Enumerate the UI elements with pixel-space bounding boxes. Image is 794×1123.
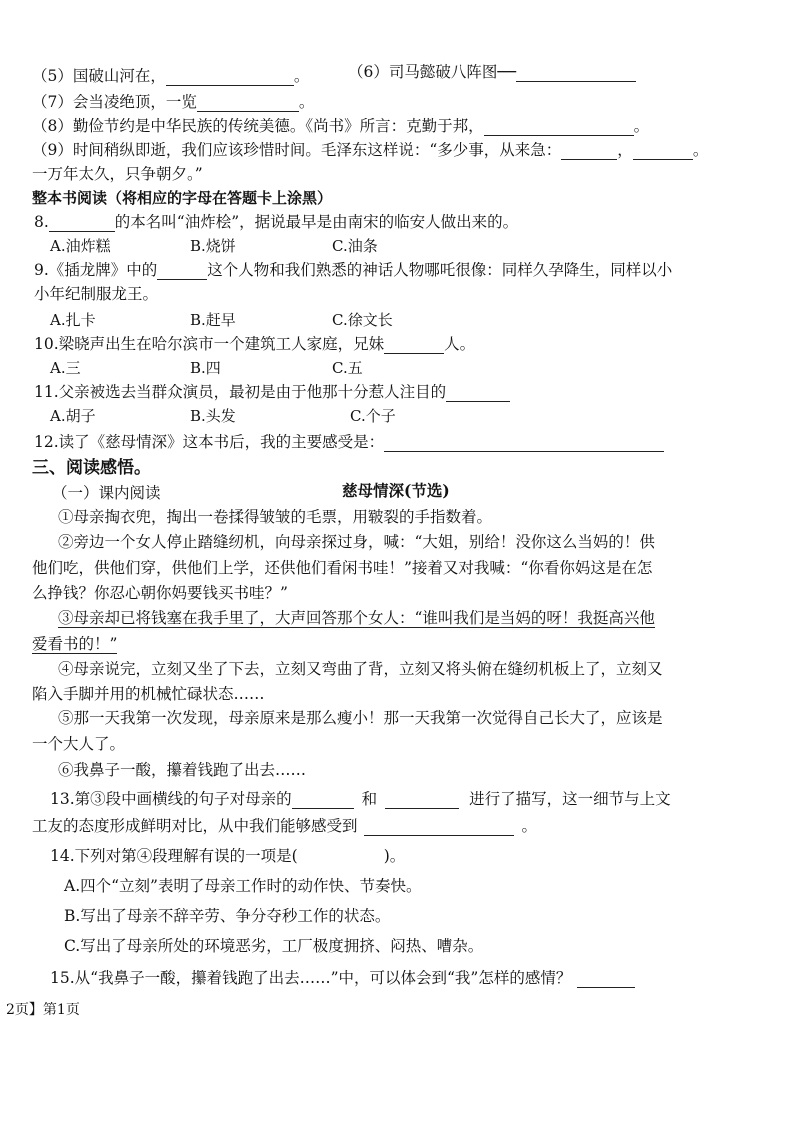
passage-p3-line2: 爱看书的！” (32, 635, 118, 653)
question-9-cont: 小年纪制服龙王。 (34, 285, 159, 303)
question-12: 12.读了《慈母情深》这本书后，我的主要感受是： (34, 432, 664, 452)
answer-blank[interactable] (49, 216, 115, 232)
question-13: 13.第③段中画横线的句子对母亲的 和 进行了描写，这一细节与上文 (50, 790, 671, 808)
question-8: 8. 的本名叫“油炸桧”，据说最早是由南宋的临安人做出来的。 (34, 213, 519, 231)
poetry-q9: （9）时间稍纵即逝，我们应该珍惜时间。毛泽东这样说：“多少事，从来急： ， 。 (32, 141, 709, 159)
answer-blank[interactable] (292, 793, 354, 809)
book-section-title: 整本书阅读（将相应的字母在答题卡上涂黑） (32, 189, 333, 207)
page-footer: 2页】第1页 (6, 1002, 80, 1018)
poetry-q9-cont: 一万年太久，只争朝夕。” (32, 165, 203, 183)
section3-heading: 三、阅读感悟。 (32, 458, 151, 478)
answer-blank[interactable] (516, 66, 636, 82)
q14-option-a[interactable]: A.四个“立刻”表明了母亲工作时的动作快、节奏快。 (64, 877, 422, 895)
answer-blank[interactable] (446, 386, 510, 402)
answer-blank[interactable] (484, 120, 634, 136)
q10-option-c[interactable]: C.五 (332, 359, 363, 377)
question-13-cont: 工友的态度形成鲜明对比，从中我们能够感受到 。 (32, 817, 538, 835)
poetry-q7: （7）会当凌绝顶，一览 。 (32, 93, 315, 111)
answer-blank[interactable] (633, 144, 693, 160)
answer-blank[interactable] (364, 820, 514, 836)
passage-p2: ②旁边一个女人停止踏缝纫机，向母亲探过身，喊：“大姐，别给！没你这么当妈的！供 (58, 533, 655, 551)
answer-blank[interactable] (385, 793, 459, 809)
q8-option-b[interactable]: B.烧饼 (190, 237, 236, 255)
q9-option-a[interactable]: A.扎卡 (50, 311, 96, 329)
q11-option-c[interactable]: C.个子 (350, 407, 396, 425)
answer-blank[interactable] (561, 144, 617, 160)
passage-p3: ③母亲却已将钱塞在我手里了，大声回答那个女人：“谁叫我们是当妈的呀！我挺高兴他 (58, 609, 655, 627)
passage-p5: ⑤那一天我第一次发现，母亲原来是那么瘦小！那一天我第一次觉得自己长大了，应该是 (58, 709, 663, 727)
q9-option-c[interactable]: C.徐文长 (332, 311, 393, 329)
question-11: 11.父亲被选去当群众演员，最初是由于他那十分惹人注目的 (34, 382, 510, 402)
answer-blank[interactable] (384, 338, 444, 354)
passage-p5-line2: 一个大人了。 (32, 735, 126, 753)
question-10: 10.梁晓声出生在哈尔滨市一个建筑工人家庭，兄妹 人。 (34, 335, 476, 353)
answer-blank[interactable] (384, 436, 664, 452)
q11-option-a[interactable]: A.胡子 (50, 407, 96, 425)
answer-blank[interactable] (197, 96, 299, 112)
question-14: 14.下列对第④段理解有误的一项是( )。 (50, 847, 406, 865)
answer-blank[interactable] (577, 972, 635, 988)
q8-option-a[interactable]: A.油炸糕 (50, 237, 111, 255)
poetry-q6: （6）司马懿破八阵图── (348, 62, 636, 82)
passage-p2-line2: 他们吃，供他们穿，供他们上学，还供他们看闲书哇！”接着又对我喊：“你看你妈这是在怎 (32, 559, 653, 577)
q8-option-c[interactable]: C.油条 (332, 237, 378, 255)
passage-title: 慈母情深(节选) (342, 481, 450, 500)
q14-option-c[interactable]: C.写出了母亲所处的环境恶劣，工厂极度拥挤、闷热、嘈杂。 (64, 937, 484, 955)
passage-p2-line3: 么挣钱？你忍心朝你妈要钱买书哇？” (32, 584, 288, 602)
passage-p6: ⑥我鼻子一酸，攥着钱跑了出去…… (58, 761, 307, 779)
passage-p4-line2: 陷入手脚并用的机械忙碌状态…… (32, 685, 265, 703)
q14-option-b[interactable]: B.写出了母亲不辞辛劳、争分夺秒工作的状态。 (64, 907, 391, 925)
question-15: 15.从“我鼻子一酸，攥着钱跑了出去……”中，可以体会到“我”怎样的感情？ (50, 968, 635, 988)
answer-blank[interactable] (157, 264, 207, 280)
question-9: 9.《插龙牌》中的 这个人物和我们熟悉的神话人物哪吒很像：同样久孕降生，同样以小 (34, 261, 673, 279)
q11-option-b[interactable]: B.头发 (190, 407, 236, 425)
poetry-q5: （5）国破山河在， 。 (32, 67, 310, 85)
section3-subheading: （一）课内阅读 (52, 484, 161, 502)
q9-option-b[interactable]: B.赶早 (190, 311, 236, 329)
q10-option-a[interactable]: A.三 (50, 359, 81, 377)
passage-p4: ④母亲说完，立刻又坐了下去，立刻又弯曲了背，立刻又将头俯在缝纫机板上了，立刻又 (58, 660, 663, 678)
q10-option-b[interactable]: B.四 (190, 359, 221, 377)
answer-blank[interactable] (166, 70, 294, 86)
poetry-q8: （8）勤俭节约是中华民族的传统美德。《尚书》所言：克勤于邦， 。 (32, 117, 650, 135)
passage-p1: ①母亲掏衣兜，掏出一卷揉得皱皱的毛票，用皲裂的手指数着。 (58, 508, 493, 526)
